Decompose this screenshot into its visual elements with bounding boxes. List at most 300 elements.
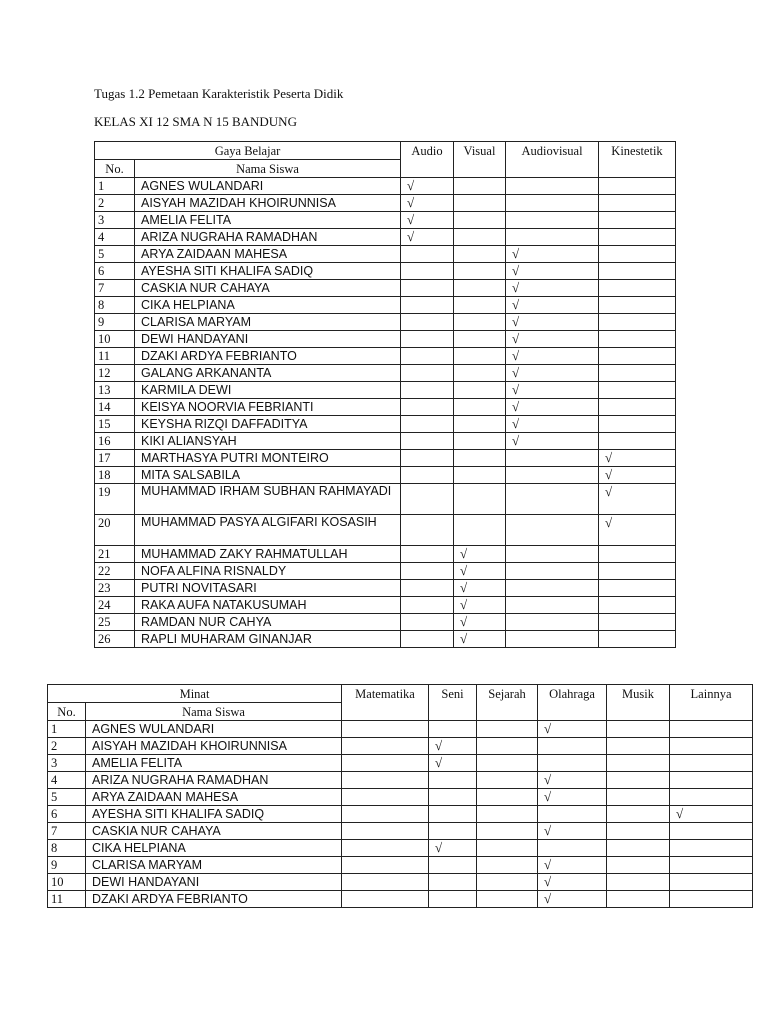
student-name: NOFA ALFINA RISNALDY <box>135 563 401 580</box>
empty-cell <box>607 772 670 789</box>
empty-cell <box>401 297 454 314</box>
row-number: 24 <box>95 597 135 614</box>
row-number: 6 <box>48 806 86 823</box>
table-row <box>95 331 676 348</box>
check-mark-cell: √ <box>429 738 477 755</box>
table-row <box>95 416 676 433</box>
empty-cell <box>342 806 429 823</box>
empty-cell <box>607 789 670 806</box>
empty-cell <box>607 840 670 857</box>
empty-cell <box>401 433 454 450</box>
table-row <box>95 246 676 263</box>
check-mark-cell: √ <box>538 874 607 891</box>
table-row <box>95 614 676 631</box>
student-name: AYESHA SITI KHALIFA SADIQ <box>135 263 401 280</box>
empty-cell <box>342 755 429 772</box>
check-mark-cell: √ <box>454 631 506 648</box>
empty-cell <box>454 399 506 416</box>
empty-cell <box>454 515 506 546</box>
table-row <box>48 789 753 806</box>
empty-cell <box>401 246 454 263</box>
empty-cell <box>429 823 477 840</box>
empty-cell <box>599 631 676 648</box>
check-mark-cell: √ <box>599 515 676 546</box>
empty-cell <box>429 789 477 806</box>
class-line: KELAS XI 12 SMA N 15 BANDUNG <box>94 114 297 129</box>
empty-cell <box>506 631 599 648</box>
check-mark-cell: √ <box>538 772 607 789</box>
empty-cell <box>342 840 429 857</box>
empty-cell <box>506 515 599 546</box>
row-number: 7 <box>95 280 135 297</box>
column-header-lainnya: Lainnya <box>670 685 753 721</box>
empty-cell <box>607 738 670 755</box>
row-number: 15 <box>95 416 135 433</box>
student-name: CASKIA NUR CAHAYA <box>135 280 401 297</box>
empty-cell <box>342 789 429 806</box>
row-number: 17 <box>95 450 135 467</box>
check-mark-cell: √ <box>599 484 676 515</box>
check-mark-cell: √ <box>401 212 454 229</box>
empty-cell <box>599 229 676 246</box>
empty-cell <box>342 874 429 891</box>
student-name: PUTRI NOVITASARI <box>135 580 401 597</box>
check-mark-cell: √ <box>538 823 607 840</box>
check-mark-cell: √ <box>538 857 607 874</box>
check-mark-cell: √ <box>506 263 599 280</box>
row-number: 16 <box>95 433 135 450</box>
table-row <box>48 721 753 738</box>
empty-cell <box>538 806 607 823</box>
empty-cell <box>506 212 599 229</box>
row-number: 19 <box>95 484 135 515</box>
empty-cell <box>477 789 538 806</box>
row-number: 22 <box>95 563 135 580</box>
row-number: 1 <box>95 178 135 195</box>
empty-cell <box>454 450 506 467</box>
row-number: 14 <box>95 399 135 416</box>
empty-cell <box>607 755 670 772</box>
column-header-musik: Musik <box>607 685 670 721</box>
check-mark-cell: √ <box>454 614 506 631</box>
table-row <box>95 546 676 563</box>
empty-cell <box>429 857 477 874</box>
student-name: AGNES WULANDARI <box>86 721 342 738</box>
empty-cell <box>429 891 477 908</box>
table-row <box>95 263 676 280</box>
table-row <box>95 229 676 246</box>
student-name: RAMDAN NUR CAHYA <box>135 614 401 631</box>
empty-cell <box>599 614 676 631</box>
empty-cell <box>477 857 538 874</box>
empty-cell <box>477 874 538 891</box>
student-name: MARTHASYA PUTRI MONTEIRO <box>135 450 401 467</box>
student-name: KIKI ALIANSYAH <box>135 433 401 450</box>
row-number: 7 <box>48 823 86 840</box>
student-name: CIKA HELPIANA <box>135 297 401 314</box>
student-name: KEYSHA RIZQI DAFFADITYA <box>135 416 401 433</box>
table-row <box>95 314 676 331</box>
table-row <box>48 840 753 857</box>
check-mark-cell: √ <box>454 546 506 563</box>
check-mark-cell: √ <box>429 755 477 772</box>
table-row <box>48 891 753 908</box>
empty-cell <box>670 823 753 840</box>
row-number: 18 <box>95 467 135 484</box>
row-number: 2 <box>48 738 86 755</box>
empty-cell <box>670 857 753 874</box>
row-number: 4 <box>48 772 86 789</box>
column-header-matematika: Matematika <box>342 685 429 721</box>
column-header-kinestetik: Kinestetik <box>599 142 676 178</box>
table-row <box>95 399 676 416</box>
empty-cell <box>599 195 676 212</box>
student-name: CIKA HELPIANA <box>86 840 342 857</box>
empty-cell <box>477 772 538 789</box>
empty-cell <box>670 755 753 772</box>
check-mark-cell: √ <box>429 840 477 857</box>
row-number: 8 <box>48 840 86 857</box>
student-name: ARYA ZAIDAAN MAHESA <box>135 246 401 263</box>
check-mark-cell: √ <box>506 246 599 263</box>
empty-cell <box>401 515 454 546</box>
empty-cell <box>454 365 506 382</box>
empty-cell <box>454 484 506 515</box>
column-header-olahraga: Olahraga <box>538 685 607 721</box>
empty-cell <box>670 874 753 891</box>
student-name: MUHAMMAD IRHAM SUBHAN RAHMAYADI <box>135 484 401 515</box>
column-header-audio: Audio <box>401 142 454 178</box>
table-row <box>48 772 753 789</box>
empty-cell <box>506 546 599 563</box>
empty-cell <box>607 857 670 874</box>
table-row <box>95 433 676 450</box>
empty-cell <box>401 631 454 648</box>
empty-cell <box>477 738 538 755</box>
empty-cell <box>670 891 753 908</box>
empty-cell <box>401 365 454 382</box>
table-row <box>48 874 753 891</box>
empty-cell <box>607 891 670 908</box>
student-name: DEWI HANDAYANI <box>135 331 401 348</box>
empty-cell <box>454 246 506 263</box>
column-header-visual: Visual <box>454 142 506 178</box>
empty-cell <box>538 738 607 755</box>
empty-cell <box>454 195 506 212</box>
column-header-seni: Seni <box>429 685 477 721</box>
empty-cell <box>506 229 599 246</box>
row-number: 10 <box>95 331 135 348</box>
student-name: ARIZA NUGRAHA RAMADHAN <box>86 772 342 789</box>
empty-cell <box>670 721 753 738</box>
check-mark-cell: √ <box>506 399 599 416</box>
table-row <box>95 280 676 297</box>
check-mark-cell: √ <box>401 195 454 212</box>
check-mark-cell: √ <box>599 450 676 467</box>
empty-cell <box>454 382 506 399</box>
table-row <box>95 563 676 580</box>
row-number: 8 <box>95 297 135 314</box>
student-name: KEISYA NOORVIA FEBRIANTI <box>135 399 401 416</box>
empty-cell <box>401 382 454 399</box>
empty-cell <box>401 280 454 297</box>
check-mark-cell: √ <box>506 382 599 399</box>
row-number: 10 <box>48 874 86 891</box>
empty-cell <box>477 840 538 857</box>
check-mark-cell: √ <box>506 416 599 433</box>
row-number: 11 <box>48 891 86 908</box>
empty-cell <box>506 614 599 631</box>
table-row <box>95 450 676 467</box>
student-name: AGNES WULANDARI <box>135 178 401 195</box>
name-column-header: Nama Siswa <box>135 160 401 178</box>
check-mark-cell: √ <box>538 891 607 908</box>
table-row <box>95 580 676 597</box>
student-name: AMELIA FELITA <box>135 212 401 229</box>
empty-cell <box>599 382 676 399</box>
row-number: 21 <box>95 546 135 563</box>
empty-cell <box>401 348 454 365</box>
empty-cell <box>506 467 599 484</box>
row-number: 3 <box>95 212 135 229</box>
empty-cell <box>342 857 429 874</box>
row-number: 6 <box>95 263 135 280</box>
row-number: 9 <box>48 857 86 874</box>
empty-cell <box>599 597 676 614</box>
table-row <box>95 365 676 382</box>
empty-cell <box>429 772 477 789</box>
empty-cell <box>401 399 454 416</box>
student-name: AISYAH MAZIDAH KHOIRUNNISA <box>86 738 342 755</box>
empty-cell <box>670 738 753 755</box>
empty-cell <box>401 263 454 280</box>
empty-cell <box>477 823 538 840</box>
empty-cell <box>599 563 676 580</box>
empty-cell <box>599 212 676 229</box>
table-row <box>48 823 753 840</box>
table-row <box>48 738 753 755</box>
empty-cell <box>454 280 506 297</box>
number-column-header: No. <box>95 160 135 178</box>
name-column-header: Nama Siswa <box>86 703 342 721</box>
row-number: 13 <box>95 382 135 399</box>
table-row <box>95 195 676 212</box>
empty-cell <box>401 450 454 467</box>
empty-cell <box>401 563 454 580</box>
student-name: ARYA ZAIDAAN MAHESA <box>86 789 342 806</box>
learning-style-group-header: Gaya Belajar <box>95 142 401 160</box>
empty-cell <box>607 806 670 823</box>
student-name: RAPLI MUHARAM GINANJAR <box>135 631 401 648</box>
empty-cell <box>477 721 538 738</box>
empty-cell <box>506 450 599 467</box>
empty-cell <box>607 823 670 840</box>
student-name: GALANG ARKANANTA <box>135 365 401 382</box>
empty-cell <box>454 229 506 246</box>
empty-cell <box>401 416 454 433</box>
table-row <box>95 178 676 195</box>
empty-cell <box>342 772 429 789</box>
empty-cell <box>401 314 454 331</box>
row-number: 2 <box>95 195 135 212</box>
row-number: 4 <box>95 229 135 246</box>
check-mark-cell: √ <box>454 597 506 614</box>
empty-cell <box>454 433 506 450</box>
empty-cell <box>454 314 506 331</box>
empty-cell <box>454 331 506 348</box>
student-name: CASKIA NUR CAHAYA <box>86 823 342 840</box>
empty-cell <box>342 823 429 840</box>
check-mark-cell: √ <box>538 721 607 738</box>
row-number: 26 <box>95 631 135 648</box>
empty-cell <box>599 416 676 433</box>
student-name: CLARISA MARYAM <box>86 857 342 874</box>
check-mark-cell: √ <box>454 580 506 597</box>
empty-cell <box>506 484 599 515</box>
interest-table <box>47 684 753 908</box>
empty-cell <box>401 597 454 614</box>
empty-cell <box>454 467 506 484</box>
empty-cell <box>401 614 454 631</box>
empty-cell <box>454 263 506 280</box>
empty-cell <box>538 840 607 857</box>
table-row <box>95 631 676 648</box>
check-mark-cell: √ <box>670 806 753 823</box>
column-header-sejarah: Sejarah <box>477 685 538 721</box>
empty-cell <box>599 280 676 297</box>
empty-cell <box>429 874 477 891</box>
empty-cell <box>401 331 454 348</box>
empty-cell <box>599 580 676 597</box>
row-number: 3 <box>48 755 86 772</box>
student-name: DZAKI ARDYA FEBRIANTO <box>86 891 342 908</box>
check-mark-cell: √ <box>506 348 599 365</box>
empty-cell <box>342 738 429 755</box>
table-row <box>95 382 676 399</box>
empty-cell <box>506 178 599 195</box>
learning-style-table <box>94 141 676 648</box>
empty-cell <box>599 178 676 195</box>
check-mark-cell: √ <box>401 178 454 195</box>
row-number: 11 <box>95 348 135 365</box>
check-mark-cell: √ <box>506 433 599 450</box>
empty-cell <box>477 891 538 908</box>
empty-cell <box>538 755 607 772</box>
row-number: 12 <box>95 365 135 382</box>
table-row <box>95 297 676 314</box>
student-name: DEWI HANDAYANI <box>86 874 342 891</box>
table-row <box>48 806 753 823</box>
empty-cell <box>599 365 676 382</box>
table-row <box>48 857 753 874</box>
check-mark-cell: √ <box>599 467 676 484</box>
document-title: Tugas 1.2 Pemetaan Karakteristik Peserta Didik <box>94 86 344 101</box>
student-name: MUHAMMAD PASYA ALGIFARI KOSASIH <box>135 515 401 546</box>
student-name: DZAKI ARDYA FEBRIANTO <box>135 348 401 365</box>
empty-cell <box>599 246 676 263</box>
empty-cell <box>401 546 454 563</box>
row-number: 25 <box>95 614 135 631</box>
row-number: 23 <box>95 580 135 597</box>
empty-cell <box>506 580 599 597</box>
empty-cell <box>599 331 676 348</box>
empty-cell <box>401 580 454 597</box>
empty-cell <box>506 195 599 212</box>
number-column-header: No. <box>48 703 86 721</box>
student-name: CLARISA MARYAM <box>135 314 401 331</box>
empty-cell <box>477 755 538 772</box>
check-mark-cell: √ <box>506 297 599 314</box>
student-name: ARIZA NUGRAHA RAMADHAN <box>135 229 401 246</box>
empty-cell <box>599 348 676 365</box>
table-row <box>95 212 676 229</box>
check-mark-cell: √ <box>401 229 454 246</box>
table-row <box>95 515 676 546</box>
empty-cell <box>607 721 670 738</box>
empty-cell <box>454 297 506 314</box>
table-row <box>95 484 676 515</box>
table-row <box>48 755 753 772</box>
empty-cell <box>670 772 753 789</box>
row-number: 5 <box>95 246 135 263</box>
student-name: AISYAH MAZIDAH KHOIRUNNISA <box>135 195 401 212</box>
student-name: KARMILA DEWI <box>135 382 401 399</box>
row-number: 9 <box>95 314 135 331</box>
student-name: AMELIA FELITA <box>86 755 342 772</box>
student-name: RAKA AUFA NATAKUSUMAH <box>135 597 401 614</box>
empty-cell <box>607 874 670 891</box>
table-row <box>95 348 676 365</box>
check-mark-cell: √ <box>506 331 599 348</box>
empty-cell <box>454 212 506 229</box>
student-name: MUHAMMAD ZAKY RAHMATULLAH <box>135 546 401 563</box>
empty-cell <box>599 399 676 416</box>
empty-cell <box>599 297 676 314</box>
check-mark-cell: √ <box>506 365 599 382</box>
check-mark-cell: √ <box>538 789 607 806</box>
empty-cell <box>429 721 477 738</box>
student-name: AYESHA SITI KHALIFA SADIQ <box>86 806 342 823</box>
check-mark-cell: √ <box>506 314 599 331</box>
row-number: 5 <box>48 789 86 806</box>
empty-cell <box>401 467 454 484</box>
empty-cell <box>506 563 599 580</box>
empty-cell <box>599 263 676 280</box>
column-header-audiovisual: Audiovisual <box>506 142 599 178</box>
empty-cell <box>454 178 506 195</box>
empty-cell <box>477 806 538 823</box>
empty-cell <box>506 597 599 614</box>
empty-cell <box>670 840 753 857</box>
empty-cell <box>454 348 506 365</box>
empty-cell <box>670 789 753 806</box>
check-mark-cell: √ <box>454 563 506 580</box>
table-row <box>95 597 676 614</box>
check-mark-cell: √ <box>506 280 599 297</box>
table-row <box>95 467 676 484</box>
empty-cell <box>342 891 429 908</box>
interest-group-header: Minat <box>48 685 342 703</box>
row-number: 20 <box>95 515 135 546</box>
student-name: MITA SALSABILA <box>135 467 401 484</box>
empty-cell <box>342 721 429 738</box>
empty-cell <box>599 314 676 331</box>
empty-cell <box>599 433 676 450</box>
empty-cell <box>599 546 676 563</box>
empty-cell <box>401 484 454 515</box>
empty-cell <box>454 416 506 433</box>
row-number: 1 <box>48 721 86 738</box>
